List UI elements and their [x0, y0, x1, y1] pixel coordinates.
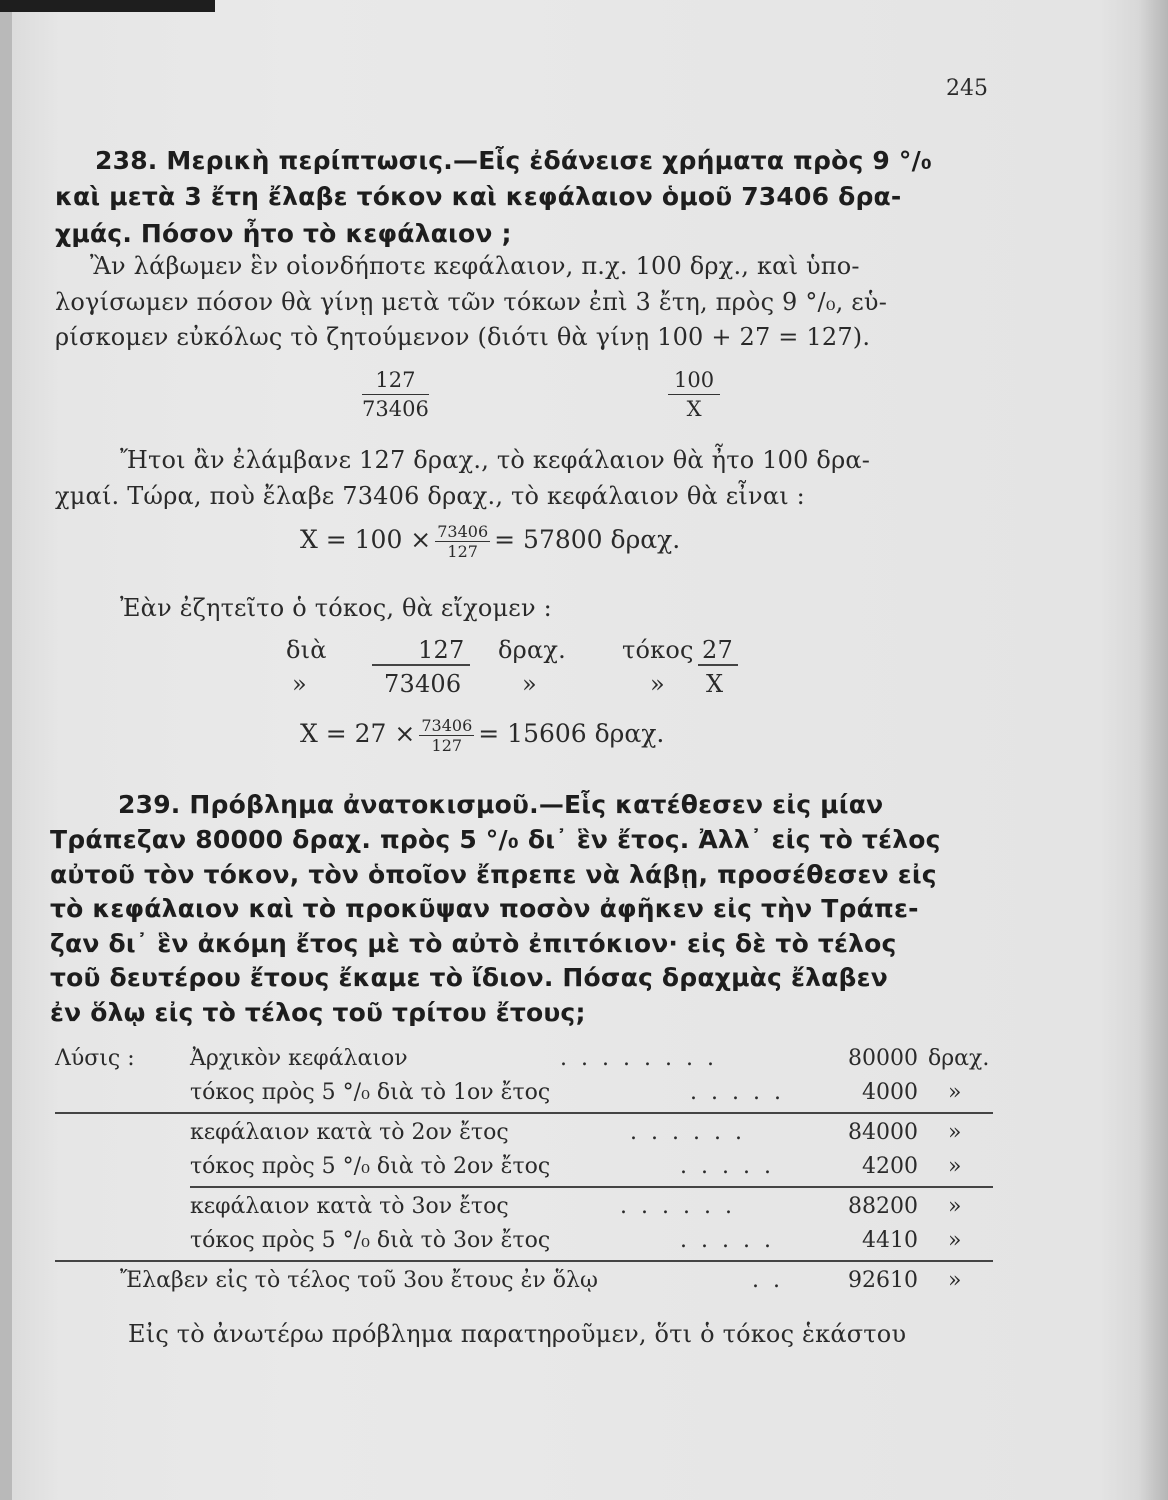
section-239-line-3: αὐτοῦ τὸν τόκον, τὸν ὁποῖον ἔπρεπε νὰ λάβῃ, προσέθεσεν εἰς	[50, 860, 937, 889]
ledger-total-dots: ..	[752, 1268, 794, 1293]
ledger-rule-1	[55, 1112, 993, 1114]
ledger-row-3-unit: »	[948, 1120, 962, 1145]
page-left-shadow	[0, 0, 12, 1500]
prop-127: 127	[418, 636, 465, 664]
ledger-row-1-unit: δραχ.	[928, 1046, 990, 1071]
equation-interest: X = 27 × $\frac{73406}{127}$ = 15606 δραχ.	[300, 716, 665, 755]
page-number: 245	[946, 76, 988, 101]
section-238-line-3: χμάς. Πόσον ἦτο τὸ κεφάλαιον ;	[55, 219, 512, 248]
solution-238-line-2: λογίσωμεν πόσον θὰ γίνῃ μετὰ τῶν τόκων ἐπὶ 3 ἔτη, πρὸς 9 °/₀, εὑ-	[55, 288, 888, 316]
prop-tokos: τόκος	[622, 636, 694, 664]
solution-238-line-4: Ἤτοι ἂν ἐλάμβανε 127 δραχ., τὸ κεφάλαιον θὰ ἦτο 100 δρα-	[120, 446, 871, 474]
ledger-row-2-amount: 4000	[862, 1080, 918, 1105]
ledger-row-4-dots: .....	[680, 1154, 785, 1179]
section-239-line-6: τοῦ δευτέρου ἔτους ἔκαμε τὸ ἴδιον. Πόσας δραχμὰς ἔλαβεν	[50, 963, 888, 992]
prop-ditto-2: »	[522, 670, 537, 698]
section-239-line-7: ἐν ὅλῳ εἰς τὸ τέλος τοῦ τρίτου ἔτους;	[50, 998, 586, 1027]
ledger-total-amount: 92610	[848, 1268, 918, 1293]
prop-ditto-1: »	[292, 670, 307, 698]
solution-238-line-5: χμαί. Τώρα, ποὺ ἔλαβε 73406 δραχ., τὸ κεφάλαιον θὰ εἶναι :	[55, 482, 805, 510]
ledger-total-unit: »	[948, 1268, 962, 1293]
prop-rule-2	[698, 664, 738, 666]
scan-corner-mark	[0, 0, 215, 12]
section-239-line-2: Τράπεζαν 80000 δραχ. πρὸς 5 °/₀ δι᾽ ἓν ἔτος. Ἀλλ᾽ εἰς τὸ τέλος	[50, 825, 941, 854]
section-239-heading: 239. Πρόβλημα ἀνατοκισμοῦ.	[118, 790, 539, 819]
closing-line: Εἰς τὸ ἀνωτέρω πρόβλημα παρατηροῦμεν, ὅτι ὁ τόκος ἑκάστου	[128, 1320, 907, 1348]
fraction-127-73406: $\frac{127}{73406}$	[362, 368, 429, 421]
prop-rule-1	[372, 664, 470, 666]
ledger-row-4-unit: »	[948, 1154, 962, 1179]
prop-73406: 73406	[384, 670, 462, 698]
ledger-row-5-amount: 88200	[848, 1194, 918, 1219]
ledger-row-3-dots: ......	[630, 1120, 756, 1145]
ledger-row-6-dots: .....	[680, 1228, 785, 1253]
ledger-row-2-dots: .....	[690, 1080, 795, 1105]
ledger-row-6-amount: 4410	[862, 1228, 918, 1253]
prop-ditto-3: »	[650, 670, 665, 698]
ledger-row-1-dots: ........	[560, 1046, 728, 1071]
prop-27: 27	[702, 636, 733, 664]
section-239-line-1: 239. Πρόβλημα ἀνατοκισμοῦ.—Εἷς κατέθεσεν εἰς μίαν	[118, 790, 884, 819]
ledger-row-1-amount: 80000	[848, 1046, 918, 1071]
solution-238-line-3: ρίσκομεν εὐκόλως τὸ ζητούμενον (διότι θὰ γίνῃ 100 + 27 = 127).	[55, 323, 871, 351]
prop-dia: διὰ	[286, 636, 327, 664]
ledger-total-label: Ἔλαβεν εἰς τὸ τέλος τοῦ 3ου ἔτους ἐν ὅλῳ	[120, 1268, 598, 1293]
ledger-row-1-label: Ἀρχικὸν κεφάλαιον	[190, 1046, 408, 1071]
ledger-row-2-label: τόκος πρὸς 5 °/₀ διὰ τὸ 1ον ἔτος	[190, 1080, 551, 1105]
ledger-rule-2	[190, 1186, 993, 1188]
equation-capital: X = 100 × $\frac{73406}{127}$ = 57800 δραχ.	[300, 522, 681, 561]
solution-label: Λύσις :	[55, 1046, 135, 1071]
ledger-row-6-label: τόκος πρὸς 5 °/₀ διὰ τὸ 3ον ἔτος	[190, 1228, 551, 1253]
ledger-row-3-amount: 84000	[848, 1120, 918, 1145]
prop-drach: δραχ.	[498, 636, 566, 664]
ledger-row-5-unit: »	[948, 1194, 962, 1219]
ledger-row-6-unit: »	[948, 1228, 962, 1253]
ledger-row-2-unit: »	[948, 1080, 962, 1105]
ledger-row-5-dots: ......	[620, 1194, 746, 1219]
section-239-line-4: τὸ κεφάλαιον καὶ τὸ προκῦψαν ποσὸν ἀφῆκεν εἰς τὴν Τράπε-	[50, 894, 919, 923]
page-right-shadow	[1138, 0, 1168, 1500]
solution-238-line-1: Ἂν λάβωμεν ἓν οἱονδήποτε κεφάλαιον, π.χ. 100 δρχ., καὶ ὑπο-	[90, 252, 860, 280]
ledger-row-3-label: κεφάλαιον κατὰ τὸ 2ον ἔτος	[190, 1120, 509, 1145]
section-238-line-1: 238. Μερικὴ περίπτωσις.—Εἷς ἐδάνεισε χρήματα πρὸς 9 °/₀	[95, 146, 933, 175]
prop-x: X	[706, 670, 724, 698]
ledger-row-4-amount: 4200	[862, 1154, 918, 1179]
ledger-rule-3	[55, 1260, 993, 1262]
ledger-row-4-label: τόκος πρὸς 5 °/₀ διὰ τὸ 2ον ἔτος	[190, 1154, 551, 1179]
ledger-row-5-label: κεφάλαιον κατὰ τὸ 3ον ἔτος	[190, 1194, 509, 1219]
solution-238-line-6: Ἐὰν ἐζητεῖτο ὁ τόκος, θὰ εἴχομεν :	[120, 594, 552, 622]
section-238-line-2: καὶ μετὰ 3 ἔτη ἔλαβε τόκον καὶ κεφάλαιον ὁμοῦ 73406 δρα-	[55, 182, 902, 211]
section-239-line-5: ζαν δι᾽ ἓν ἀκόμη ἔτος μὲ τὸ αὐτὸ ἐπιτόκιον· εἰς δὲ τὸ τέλος	[50, 929, 897, 958]
section-238-heading: 238. Μερικὴ περίπτωσις.	[95, 146, 453, 175]
fraction-100-x: $\frac{100}{X}$	[668, 368, 720, 421]
